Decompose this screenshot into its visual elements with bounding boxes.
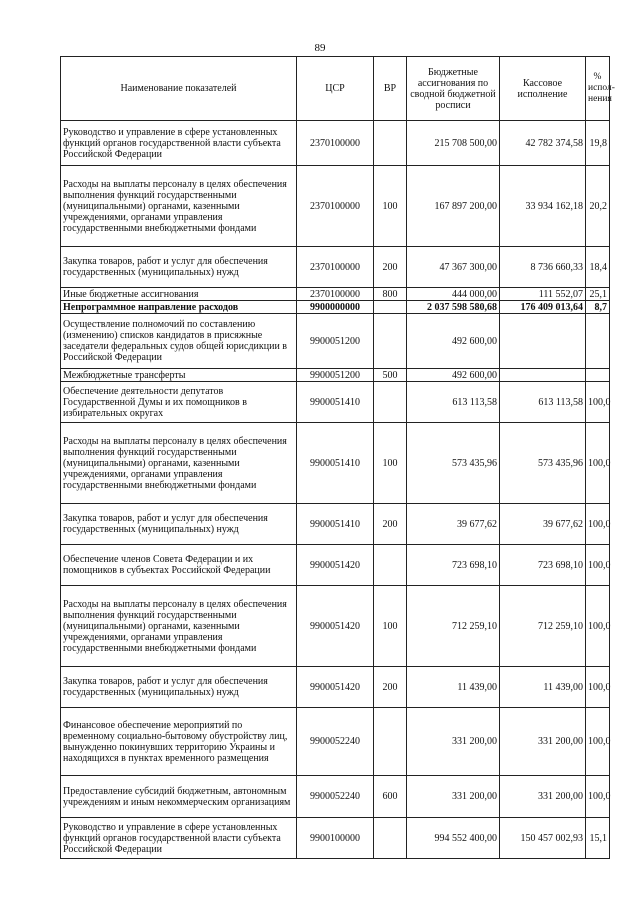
- table-row: [61, 586, 610, 667]
- row-csr: 9900051420: [297, 586, 374, 667]
- row-percent: 100,0: [586, 423, 610, 504]
- row-name: Закупка товаров, работ и услуг для обеспечения государственных (муниципальных) нужд: [61, 504, 297, 545]
- table-row: [61, 247, 610, 288]
- row-cash: 8 736 660,33: [500, 247, 586, 288]
- table-row: [61, 301, 610, 314]
- row-csr: 9900051410: [297, 423, 374, 504]
- table-row: [61, 314, 610, 369]
- row-percent: 100,0: [586, 708, 610, 776]
- row-name: Расходы на выплаты персоналу в целях обеспечения выполнения функций государственными (муниципальными) органами, казенными учреждениями, органами управления государственными внебюджетными фондами: [61, 423, 297, 504]
- table-row: [61, 708, 610, 776]
- row-cash: 712 259,10: [500, 586, 586, 667]
- row-vr: 100: [374, 423, 407, 504]
- row-assigned: 712 259,10: [407, 586, 500, 667]
- row-assigned: 994 552 400,00: [407, 818, 500, 859]
- table-row: [61, 818, 610, 859]
- row-vr: 600: [374, 776, 407, 818]
- row-vr: [374, 382, 407, 423]
- row-assigned: 613 113,58: [407, 382, 500, 423]
- row-vr: [374, 121, 407, 166]
- table-row: [61, 121, 610, 166]
- row-csr: 9900051200: [297, 314, 374, 369]
- row-percent: [586, 369, 610, 382]
- row-csr: 9900051420: [297, 667, 374, 708]
- row-percent: 18,4: [586, 247, 610, 288]
- row-name: Межбюджетные трансферты: [61, 369, 297, 382]
- row-percent: 100,0: [586, 776, 610, 818]
- row-percent: 25,1: [586, 288, 610, 301]
- row-vr: 500: [374, 369, 407, 382]
- row-csr: 9900051410: [297, 382, 374, 423]
- row-name: Расходы на выплаты персоналу в целях обеспечения выполнения функций государственными (муниципальными) органами, казенными учреждениями, органами управления государственными внебюджетными фондами: [61, 586, 297, 667]
- header-assigned: Бюджетные ассигнования по сводной бюджетной росписи: [407, 57, 500, 121]
- row-csr: 2370100000: [297, 247, 374, 288]
- header-name: Наименование показателей: [61, 57, 297, 121]
- row-csr: 9900052240: [297, 708, 374, 776]
- row-vr: 100: [374, 586, 407, 667]
- row-name: Руководство и управление в сфере установленных функций органов государственной власти субъекта Российской Федерации: [61, 121, 297, 166]
- row-vr: 200: [374, 667, 407, 708]
- row-cash: 613 113,58: [500, 382, 586, 423]
- row-name: Финансовое обеспечение мероприятий по временному социально-бытовому обустройству лиц, вынужденно покинувших территорию Украины и находящихся в пунктах временного размещения: [61, 708, 297, 776]
- row-percent: 100,0: [586, 586, 610, 667]
- row-assigned: 492 600,00: [407, 369, 500, 382]
- table-row: [61, 667, 610, 708]
- row-csr: 2370100000: [297, 121, 374, 166]
- row-cash: 150 457 002,93: [500, 818, 586, 859]
- header-csr: ЦСР: [297, 57, 374, 121]
- row-cash: 723 698,10: [500, 545, 586, 586]
- row-assigned: 11 439,00: [407, 667, 500, 708]
- row-assigned: 167 897 200,00: [407, 166, 500, 247]
- row-csr: 9900051200: [297, 369, 374, 382]
- row-cash: [500, 369, 586, 382]
- row-assigned: 331 200,00: [407, 708, 500, 776]
- row-cash: 176 409 013,64: [500, 301, 586, 314]
- row-name: Обеспечение членов Совета Федерации и их помощников в субъектах Российской Федерации: [61, 545, 297, 586]
- table-row: [61, 545, 610, 586]
- row-csr: 9900051410: [297, 504, 374, 545]
- row-vr: 200: [374, 504, 407, 545]
- row-name: Предоставление субсидий бюджетным, автономным учреждениям и иным некоммерческим организациям: [61, 776, 297, 818]
- row-name: Закупка товаров, работ и услуг для обеспечения государственных (муниципальных) нужд: [61, 667, 297, 708]
- row-name: Расходы на выплаты персоналу в целях обеспечения выполнения функций государственными (муниципальными) органами, казенными учреждениями, органами управления государственными внебюджетными фондами: [61, 166, 297, 247]
- row-vr: [374, 545, 407, 586]
- header-cash: Кассовое исполнение: [500, 57, 586, 121]
- row-name: Обеспечение деятельности депутатов Государственной Думы и их помощников в избирательных округах: [61, 382, 297, 423]
- row-name: Руководство и управление в сфере установленных функций органов государственной власти субъекта Российской Федерации: [61, 818, 297, 859]
- row-name: Осуществление полномочий по составлению (изменению) списков кандидатов в присяжные заседатели федеральных судов общей юрисдикции в Российской Федерации: [61, 314, 297, 369]
- row-cash: 42 782 374,58: [500, 121, 586, 166]
- row-name: Закупка товаров, работ и услуг для обеспечения государственных (муниципальных) нужд: [61, 247, 297, 288]
- row-assigned: 47 367 300,00: [407, 247, 500, 288]
- row-assigned: 723 698,10: [407, 545, 500, 586]
- row-vr: [374, 818, 407, 859]
- table-row: [61, 369, 610, 382]
- row-cash: 331 200,00: [500, 708, 586, 776]
- row-csr: 9900052240: [297, 776, 374, 818]
- row-percent: 20,2: [586, 166, 610, 247]
- row-vr: 100: [374, 166, 407, 247]
- row-cash: 11 439,00: [500, 667, 586, 708]
- table-row: [61, 423, 610, 504]
- row-cash: 573 435,96: [500, 423, 586, 504]
- table-row: [61, 382, 610, 423]
- row-cash: [500, 314, 586, 369]
- budget-table: [60, 56, 615, 859]
- row-percent: 100,0: [586, 382, 610, 423]
- row-cash: 331 200,00: [500, 776, 586, 818]
- row-percent: 15,1: [586, 818, 610, 859]
- row-cash: 111 552,07: [500, 288, 586, 301]
- row-csr: 9900100000: [297, 818, 374, 859]
- row-percent: 19,8: [586, 121, 610, 166]
- header-percent: % испол-нения: [586, 57, 610, 121]
- row-csr: 2370100000: [297, 288, 374, 301]
- table-row: [61, 776, 610, 818]
- table-header-row: [61, 57, 610, 121]
- row-assigned: 215 708 500,00: [407, 121, 500, 166]
- row-assigned: 573 435,96: [407, 423, 500, 504]
- row-csr: 2370100000: [297, 166, 374, 247]
- row-assigned: 492 600,00: [407, 314, 500, 369]
- row-cash: 39 677,62: [500, 504, 586, 545]
- row-percent: [586, 314, 610, 369]
- table-row: [61, 288, 610, 301]
- row-vr: [374, 301, 407, 314]
- row-assigned: 2 037 598 580,68: [407, 301, 500, 314]
- row-vr: 200: [374, 247, 407, 288]
- row-cash: 33 934 162,18: [500, 166, 586, 247]
- row-assigned: 444 000,00: [407, 288, 500, 301]
- page-number: 89: [314, 42, 326, 54]
- row-name: Непрограммное направление расходов: [61, 301, 297, 314]
- row-percent: 8,7: [586, 301, 610, 314]
- row-vr: 800: [374, 288, 407, 301]
- row-vr: [374, 708, 407, 776]
- row-csr: 9900051420: [297, 545, 374, 586]
- row-percent: 100,0: [586, 504, 610, 545]
- table-row: [61, 166, 610, 247]
- header-vr: ВР: [374, 57, 407, 121]
- row-assigned: 331 200,00: [407, 776, 500, 818]
- row-assigned: 39 677,62: [407, 504, 500, 545]
- table-row: [61, 504, 610, 545]
- row-csr: 9900000000: [297, 301, 374, 314]
- row-percent: 100,0: [586, 667, 610, 708]
- row-vr: [374, 314, 407, 369]
- row-name: Иные бюджетные ассигнования: [61, 288, 297, 301]
- row-percent: 100,0: [586, 545, 610, 586]
